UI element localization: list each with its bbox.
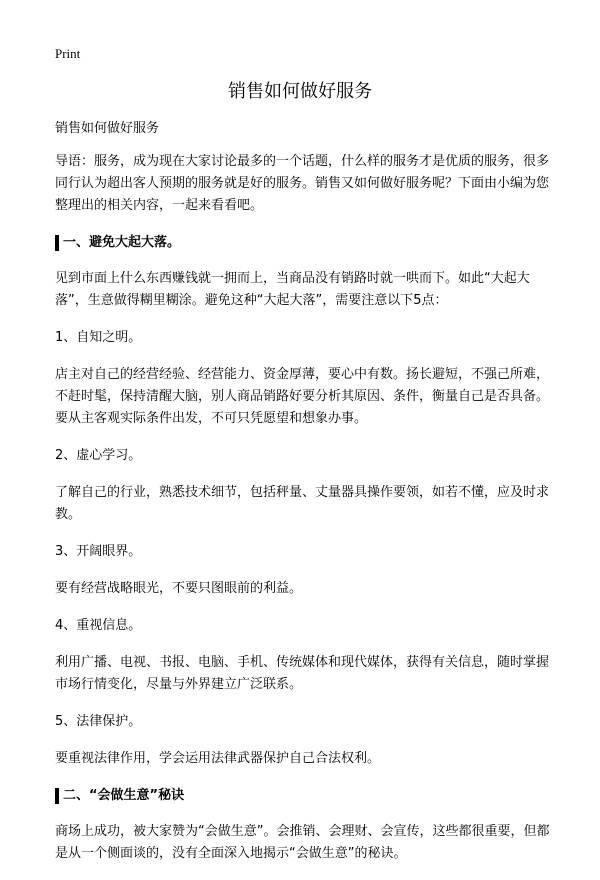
section-heading-2 (55, 785, 555, 807)
article-intro: 导语：服务，成为现在大家讨论最多的一个话题，什么样的服务才是优质的服务，很多同行认为超出客人预期的服务就是好的服务。销售又如何做好服务呢？下面由小编为您整理出的相关内容，一起来看看吧。 (55, 154, 550, 213)
section-heading-1 (55, 232, 555, 254)
paragraph: 商场上成功，被大家赞为“会做生意”。会推销、会理财、会宣传，这些都很重要，但都是从一个侧面谈的，没有全面深入地揭示“会做生意”的秘诀。 (55, 824, 550, 861)
paragraph: 1、自知之明。 (55, 330, 142, 345)
section-heading-text: 二、“会做生意”秘诀 (63, 788, 185, 803)
article-body (55, 118, 555, 880)
paragraph: 见到市面上什么东西赚钱就一拥而上，当商品没有销路时就一哄而下。如此“大起大落”，生意做得糊里糊涂。避免这种“大起大落”，需要注意以下5点： (55, 271, 530, 308)
section-heading-text: 一、避免大起大落。 (63, 235, 181, 250)
paragraph: 要有经营战略眼光，不要只图眼前的利益。 (55, 581, 303, 596)
paragraph: 2、虚心学习。 (55, 448, 142, 463)
paragraph: 利用广播、电视、书报、电脑、手机、传统媒体和现代媒体，获得有关信息，随时掌握市场行情变化，尽量与外界建立广泛联系。 (55, 655, 550, 692)
paragraph: 店主对自己的经营经验、经营能力、资金厚薄，要心中有数。扬长避短，不强己所难，不赶时髦，保持清醒大脑，别人商品销路好要分析其原因、条件，衡量自己是否具备。要从主客观实际条件出发，不可只凭愿望和想象办事。 (55, 367, 550, 426)
paragraph: 要重视法律作用，学会运用法律武器保护自己合法权利。 (55, 751, 381, 766)
heading-bar (55, 235, 59, 251)
print-link[interactable]: Print (55, 46, 81, 61)
heading-bar (55, 788, 59, 804)
page-title: 销售如何做好服务 (228, 81, 372, 102)
paragraph: 5、法律保护。 (55, 714, 142, 729)
paragraph: 3、开阔眼界。 (55, 544, 142, 559)
article-subtitle: 销售如何做好服务 (55, 121, 160, 136)
paragraph: 4、重视信息。 (55, 618, 142, 633)
paragraph: 了解自己的行业，熟悉技术细节，包括秤量、丈量器具操作要领，如若不懂，应及时求教。 (55, 485, 550, 522)
